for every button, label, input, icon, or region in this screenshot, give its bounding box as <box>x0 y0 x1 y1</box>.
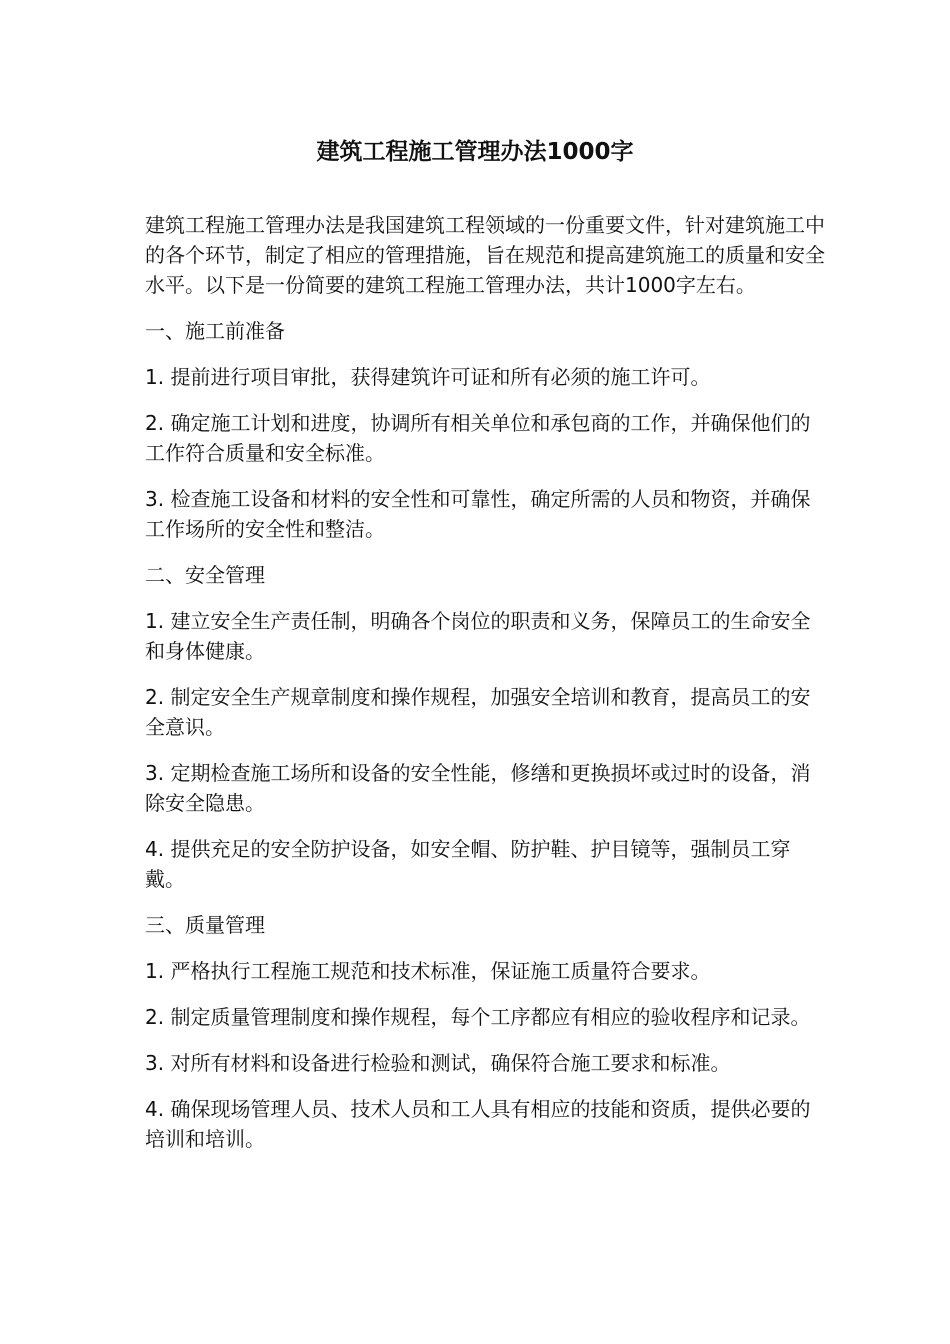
list-item: 3. 对所有材料和设备进行检验和测试，确保符合施工要求和标准。 <box>145 1051 731 1075</box>
section-heading-quality: 三、质量管理 <box>145 913 265 937</box>
section-heading-preparation: 一、施工前准备 <box>145 319 285 343</box>
list-item: 1. 建立安全生产责任制，明确各个岗位的职责和义务，保障员工的生命安全和身体健康。 <box>145 609 811 663</box>
section-heading-safety: 二、安全管理 <box>145 563 265 587</box>
list-item: 4. 确保现场管理人员、技术人员和工人具有相应的技能和资质，提供必要的培训和培训。 <box>145 1097 811 1151</box>
document-title: 建筑工程施工管理办法1000字 <box>316 139 634 165</box>
list-item: 1. 提前进行项目审批，获得建筑许可证和所有必须的施工许可。 <box>145 365 711 389</box>
intro-paragraph: 建筑工程施工管理办法是我国建筑工程领域的一份重要文件，针对建筑施工中的各个环节，制定了相应的管理措施，旨在规范和提高建筑施工的质量和安全水平。以下是一份简要的建筑工程施工管理办法，共计1000字左右。 <box>145 213 825 297</box>
list-item: 3. 定期检查施工场所和设备的安全性能，修缮和更换损坏或过时的设备，消除安全隐患。 <box>145 761 811 815</box>
list-item: 3. 检查施工设备和材料的安全性和可靠性，确定所需的人员和物资，并确保工作场所的安全性和整洁。 <box>145 487 811 541</box>
list-item: 1. 严格执行工程施工规范和技术标准，保证施工质量符合要求。 <box>145 959 711 983</box>
list-item: 2. 确定施工计划和进度，协调所有相关单位和承包商的工作，并确保他们的工作符合质量和安全标准。 <box>145 411 811 465</box>
document-body <box>145 210 825 1170</box>
list-item: 4. 提供充足的安全防护设备，如安全帽、防护鞋、护目镜等，强制员工穿戴。 <box>145 837 791 891</box>
list-item: 2. 制定安全生产规章制度和操作规程，加强安全培训和教育，提高员工的安全意识。 <box>145 685 811 739</box>
list-item: 2. 制定质量管理制度和操作规程，每个工序都应有相应的验收程序和记录。 <box>145 1005 811 1029</box>
